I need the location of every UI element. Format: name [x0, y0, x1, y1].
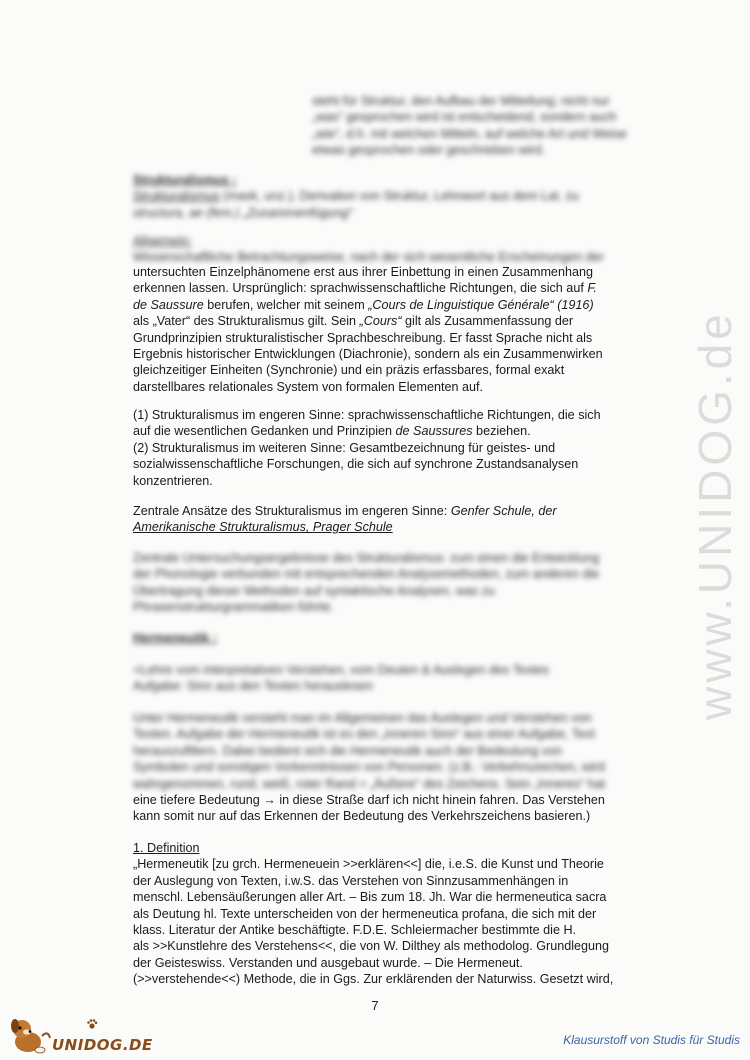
text-line: steht für Struktur, den Aufbau der Mitteilung; nicht nur: [312, 94, 610, 108]
numbered-list: [133, 407, 653, 489]
text-line: untersuchten Einzelphänomene erst aus ihrer Einbettung in einen Zusammenhang: [133, 265, 593, 279]
herm-heading-block: [133, 630, 653, 646]
text-line: [133, 297, 653, 313]
text-line: Texten. Aufgabe der Hermeneutik ist es den „inneren Sinn“ aus einer Aufgabe, Text: [133, 727, 595, 742]
text-span: als „Vater“ des Strukturalismus gilt. Sein: [133, 314, 360, 329]
text-line: =Lehre vom interpretativen Verstehen, vom Deuten & Auslegen des Textes: [133, 663, 549, 677]
footer-slogan: Klausurstoff von Studis für Studis: [563, 1033, 740, 1047]
definition-line: [133, 188, 653, 204]
text-line: Ergebnis historischer Entwicklungen (Diachronie), sondern als ein Zusammenwirken: [133, 347, 603, 362]
herm-paragraph-blurred: [133, 710, 653, 792]
text-span: Zentrale Ansätze des Strukturalismus im engeren Sinne:: [133, 504, 451, 518]
herm-paragraph-clear: [133, 792, 653, 825]
text-line: der Phonologie verbunden mit entsprechenden Analysemethoden, zum anderen die: [133, 567, 600, 582]
text-line: „was“ gesprochen wird ist entscheidend, sondern auch: [312, 110, 617, 125]
list-item-2-line: sozialwissenschaftliche Forschungen, die sich auf synchrone Zustandsanalysen: [133, 457, 579, 472]
paw-icon: [86, 1018, 98, 1030]
text-span-italic: „Cours“: [359, 314, 402, 329]
text-span-italic: de Saussures: [395, 424, 473, 439]
text-line: „Hermeneutik [zu grch. Hermeneuein >>erklären<<] die, i.e.S. die Kunst und Theorie: [133, 857, 604, 872]
text-line: Wissenschaftliche Betrachtungsweise, nach der sich wesentliche Erscheinungen der: [133, 250, 605, 265]
definition-line-2: structura, ae (fem.) „Zusammenfügung“: [133, 205, 353, 220]
watermark: www.UNIDOG.de: [689, 310, 741, 720]
text-span-italic: de Saussure: [133, 297, 204, 312]
text-line: (>>verstehende<<) Methode, die in Ggs. Zur erklärenden der Naturwiss. Gesetzt wird,: [133, 972, 614, 987]
text-line: Aufgabe: Sinn aus den Texten herauslesen: [133, 679, 373, 694]
struct-intro: [133, 172, 653, 221]
text-line: menschl. Lebensäußerungen aller Art. – Bis zum 18. Jh. War die hermeneutica sacra: [133, 890, 607, 905]
text-line: Phrasenstrukturgrammatiken führte.: [133, 600, 334, 615]
unidog-logo: [6, 1012, 176, 1058]
text-line: als >>Kunstlehre des Verstehens<<, die von W. Dilthey als methodolog. Grundlegung: [133, 939, 610, 954]
text-span-italic: „Cours de Linguistique Générale“ (1916): [368, 297, 594, 312]
text-line: darstellbares relationales System von formalen Elementen auf.: [133, 379, 484, 394]
definition-heading: 1. Definition: [133, 841, 200, 855]
text-line: der Auslegung von Texten, i.w.S. das Verstehen von Sinnzusammenhängen in: [133, 873, 569, 888]
section-heading-strukturalismus: Strukturalismus :: [133, 173, 237, 187]
text-span-italic: Genfer Schule, der: [450, 504, 557, 518]
text-span-italic: F.: [587, 281, 597, 296]
text-line: Übertragung dieser Methoden auf syntaktische Analysen, was zu: [133, 583, 495, 598]
text-line: etwas gesprochen oder geschrieben wird.: [312, 143, 546, 158]
zentrale-ergebnisse: [133, 550, 653, 616]
text-line: Unter Hermeneutik versteht man im Allgemeinen das Auslegen und Verstehen von: [133, 711, 592, 725]
top-paragraph: [312, 93, 652, 159]
allgemein-heading: Allgemein:: [133, 234, 192, 248]
herm-intro: [133, 662, 653, 695]
dog-icon: [6, 1012, 52, 1058]
text-span: auf die wesentlichen Gedanken und Prinzipien: [133, 424, 396, 439]
text-line: Grundprinzipien strukturalistischer Sprachbeschreibung. Er fasst Sprache nicht als: [133, 330, 593, 345]
text-span: gilt als Zusammenfassung der: [401, 314, 574, 329]
logo-text: UNIDOG.DE: [52, 1036, 153, 1054]
text-line: wahrgenommen, rund, weiß, roter Rand = „Äußere“ des Zeichens. Sein „Inneres“ hat: [133, 776, 606, 791]
text-line: Zentrale Untersuchungsergebnisse des Strukturalismus: zum einen die Entwicklung: [133, 551, 600, 565]
text-line: [133, 280, 653, 296]
definition-text: (mask, unz.), Derivation von Struktur, Lehnwort aus dem Lat. zu: [219, 189, 579, 204]
text-line: herauszufiltern. Dabei bedient sich die Hermeneutik auch der Bedeutung von: [133, 743, 563, 758]
page-number: 7: [371, 998, 379, 1013]
struct-paragraph: [133, 264, 653, 395]
section-heading-hermeneutik: Hermeneutik :: [133, 631, 217, 645]
text-line: [133, 503, 653, 519]
zentrale-ansaetze: [133, 503, 653, 536]
text-line: „wie“, d.h. mit welchen Mitteln, auf welche Art und Weise: [312, 126, 627, 141]
list-item-1-line: (1) Strukturalismus im engeren Sinne: sprachwissenschaftliche Richtungen, die sich: [133, 408, 601, 422]
definition-term: Strukturalismus: [133, 189, 220, 204]
text-span: berufen, welcher mit seinem: [203, 297, 369, 312]
text-line: als Deutung hl. Texte unterscheiden von der hermeneutica profana, die sich mit der: [133, 906, 597, 921]
definition-section: [133, 840, 653, 988]
allgemein-label: [133, 233, 653, 266]
text-line: gleichzeitiger Einheiten (Synchronie) und ein präzis erfassbares, formal exakt: [133, 363, 565, 378]
text-span: beziehen.: [472, 424, 531, 439]
text-line: klass. Literatur der Antike beschäftigte. F.D.E. Schleiermacher bestimmte die H.: [133, 923, 577, 938]
text-span: erkennen lassen. Ursprünglich: sprachwissenschaftliche Richtungen, die sich auf: [133, 281, 588, 296]
text-line: [133, 313, 653, 329]
list-item-2-line: (2) Strukturalismus im weiteren Sinne: Gesamtbezeichnung für geistes- und: [133, 440, 556, 455]
text-line: der Geisteswiss. Verstanden und ausgebaut wurde. – Die Hermeneut.: [133, 955, 523, 970]
list-item-1-line: [133, 423, 653, 439]
text-line: Amerikanische Strukturalismus, Prager Schule: [133, 520, 393, 535]
text-line: eine tiefere Bedeutung → in diese Straße darf ich nicht hinein fahren. Das Verstehen: [133, 793, 605, 807]
text-line: Symbolen und sonstigen Vorkenntnissen von Personen. (z.B.: Verkehrszeichen, wird: [133, 760, 605, 775]
text-line: kann somit nur auf das Erkennen der Bedeutung des Verkehrszeichens basieren.): [133, 809, 591, 824]
list-item-2-line: konzentrieren.: [133, 473, 213, 488]
